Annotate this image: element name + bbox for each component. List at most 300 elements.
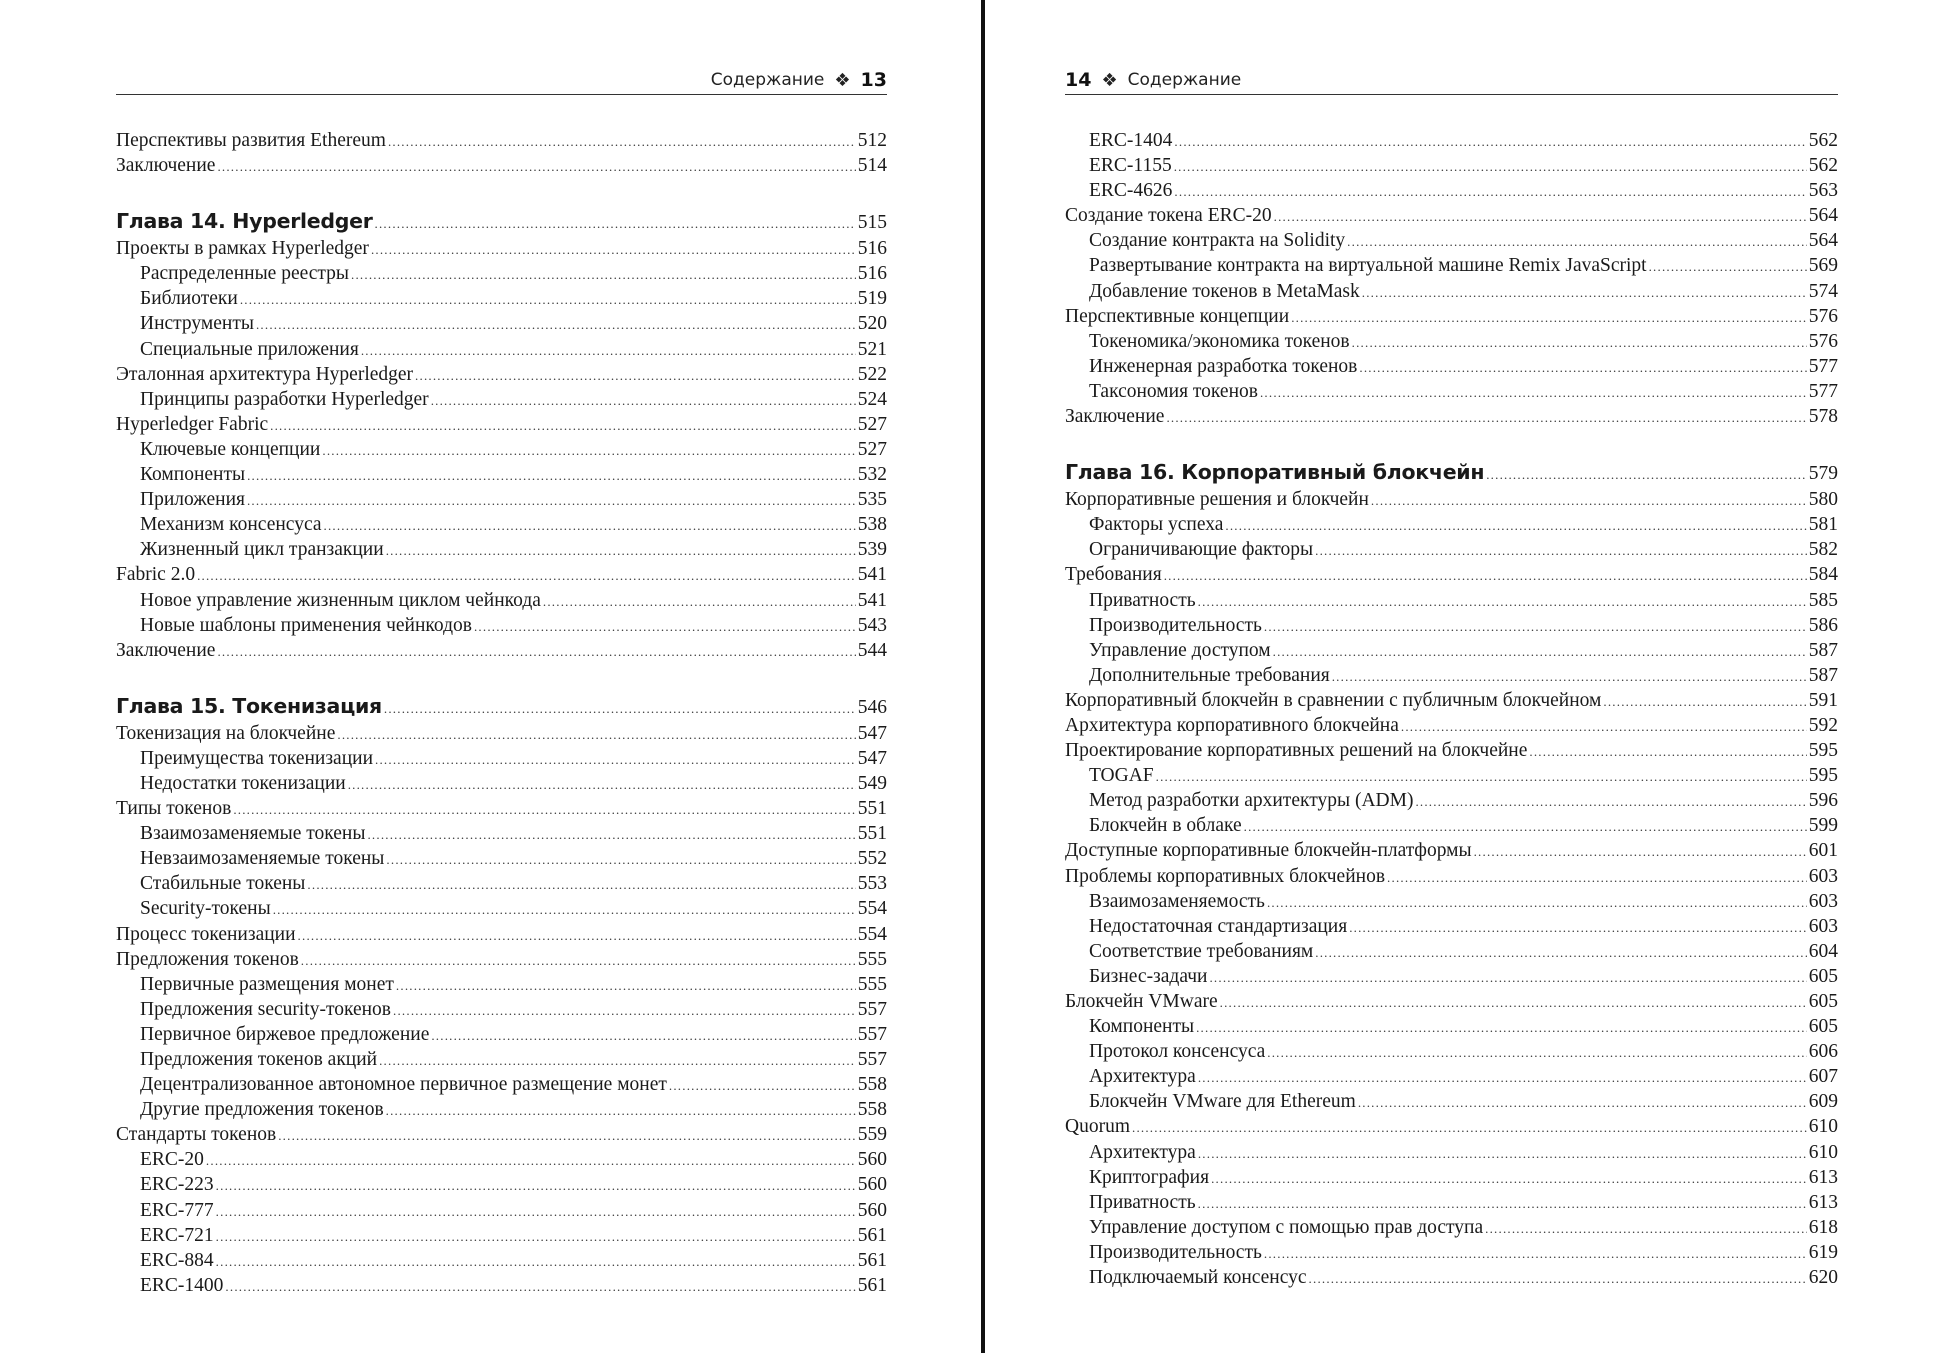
dot-leader: [375, 747, 856, 772]
toc-entry-title: Перспективы развития Ethereum: [116, 130, 386, 151]
dot-leader: [384, 694, 856, 724]
toc-section-entry: [116, 638, 887, 663]
toc-subsection-entry: [116, 746, 887, 771]
toc-entry-title: Децентрализованное автономное первичное размещение монет: [140, 1074, 667, 1096]
toc-entry-page: 549: [857, 772, 887, 794]
toc-entry-page: 553: [857, 873, 887, 895]
toc-entry-title: Жизненный цикл транзакции: [140, 539, 384, 561]
toc-entry-page: 524: [857, 388, 887, 410]
toc-entry-page: 551: [857, 823, 887, 845]
dot-leader: [1209, 965, 1806, 990]
toc-section-entry: [116, 922, 887, 947]
toc-entry-page: 577: [1808, 355, 1838, 377]
dot-leader: [1359, 355, 1806, 380]
toc-subsection-entry: [116, 613, 887, 638]
dot-leader: [1474, 839, 1807, 864]
dot-leader: [393, 998, 856, 1023]
toc-subsection-entry: [116, 462, 887, 487]
toc-entry-title: Архитектура: [1089, 1141, 1196, 1163]
toc-entry-title: ERC-20: [140, 1149, 204, 1171]
toc-entry-page: 527: [857, 438, 887, 460]
toc-entry-title: Специальные приложения: [140, 338, 359, 360]
toc-entry-page: 587: [1808, 639, 1838, 661]
dot-leader: [396, 973, 856, 998]
toc-entry-title: Механизм консенсуса: [140, 514, 322, 536]
toc-subsection-entry: [116, 1223, 887, 1248]
toc-entry-title: Предложения токенов акций: [140, 1049, 378, 1070]
dot-leader: [386, 538, 856, 563]
toc-subsection-entry: [1065, 638, 1838, 663]
toc-subsection-entry: [116, 1072, 887, 1097]
dot-leader: [348, 772, 856, 797]
toc-entry-title: Процесс токенизации: [116, 923, 296, 945]
toc-subsection-entry: [116, 997, 887, 1022]
toc-subsection-entry: [1065, 788, 1838, 813]
dot-leader: [278, 1123, 856, 1148]
toc-entry-title: Инженерная разработка токенов: [1089, 355, 1358, 377]
toc-entry-page: 620: [1808, 1267, 1838, 1289]
dot-leader: [474, 614, 856, 639]
page-header: [1065, 66, 1838, 95]
toc-entry-title: Компоненты: [140, 464, 246, 486]
toc-entry-page: 543: [857, 614, 887, 636]
toc-entry-page: 512: [857, 130, 887, 151]
toc-subsection-entry: [116, 311, 887, 336]
dot-leader: [1529, 739, 1806, 764]
dot-leader: [1371, 488, 1807, 513]
toc-entry-title: Корпоративный блокчейн в сравнении с публичным блокчейном: [1065, 689, 1602, 711]
toc-entry-page: 561: [857, 1249, 887, 1271]
toc-entry-title: Создание токена ERC-20: [1065, 205, 1272, 227]
toc-subsection-entry: [1065, 663, 1838, 688]
dot-leader: [270, 413, 856, 438]
toc-subsection-entry: [1065, 153, 1838, 178]
toc-entry-page: 584: [1808, 564, 1838, 586]
toc-section-entry: [1065, 304, 1838, 329]
toc-subsection-entry: [1065, 1215, 1838, 1240]
dot-leader: [298, 923, 856, 948]
toc-subsection-entry: [116, 512, 887, 537]
toc-entry-page: 516: [857, 263, 887, 285]
toc-entry-title: ERC-1155: [1089, 155, 1172, 177]
toc-subsection-entry: [1065, 763, 1838, 788]
toc-entry-title: Глава 16. Корпоративный блокчейн: [1065, 460, 1485, 485]
toc-entry-title: Другие предложения токенов: [140, 1099, 384, 1121]
toc-entry-page: 576: [1808, 330, 1838, 352]
toc-subsection-entry: [1065, 1014, 1838, 1039]
toc-entry-page: 613: [1808, 1166, 1838, 1188]
dot-leader: [1164, 563, 1807, 588]
dot-leader: [217, 639, 855, 664]
toc-section-entry: [1065, 713, 1838, 738]
toc-entry-title: Новые шаблоны применения чейнкодов: [140, 614, 472, 636]
toc-section-entry: [1065, 738, 1838, 763]
toc-subsection-entry: [116, 387, 887, 412]
toc-entry-page: 515: [857, 212, 887, 234]
toc-entry-title: Инструменты: [140, 313, 254, 335]
dot-leader: [1156, 764, 1807, 789]
toc-subsection-entry: [1065, 1165, 1838, 1190]
toc-entry-page: 554: [857, 898, 887, 920]
dot-leader: [375, 209, 856, 239]
dot-leader: [217, 154, 855, 179]
toc-entry-title: Метод разработки архитектуры (ADM): [1089, 790, 1414, 812]
toc-entry-page: 587: [1808, 664, 1838, 686]
toc-entry-page: 538: [857, 514, 887, 536]
toc-entry-page: 603: [1808, 915, 1838, 937]
toc-subsection-entry: [1065, 914, 1838, 939]
toc-subsection-entry: [116, 537, 887, 562]
dot-leader: [216, 1173, 856, 1198]
toc-subsection-entry: [116, 1248, 887, 1273]
dot-leader: [1174, 129, 1806, 154]
toc-entry-title: Проекты в рамках Hyperledger: [116, 238, 369, 260]
dot-leader: [371, 237, 856, 262]
dot-leader: [225, 1274, 855, 1299]
dot-leader: [367, 822, 855, 847]
toc-subsection-entry: [1065, 279, 1838, 304]
dot-leader: [247, 463, 856, 488]
dot-leader: [240, 287, 856, 312]
toc-entry-page: 547: [857, 747, 887, 769]
toc-section-entry: [116, 796, 887, 821]
toc-entry-page: 561: [857, 1224, 887, 1246]
toc-entry-title: Заключение: [116, 155, 216, 177]
toc-entry-page: 561: [857, 1274, 887, 1296]
toc-subsection-entry: [116, 821, 887, 846]
toc-subsection-entry: [1065, 1039, 1838, 1064]
toc-section-entry: [116, 562, 887, 587]
toc-entry-page: 521: [857, 338, 887, 360]
dot-leader: [206, 1148, 856, 1173]
toc-entry-page: 609: [1808, 1091, 1838, 1113]
toc-entry-page: 606: [1808, 1041, 1838, 1063]
dot-leader: [1362, 280, 1807, 305]
toc-section-entry: [1065, 838, 1838, 863]
dot-leader: [1358, 1090, 1807, 1115]
toc-entry-page: 574: [1808, 280, 1838, 302]
dot-leader: [322, 438, 855, 463]
toc-entry-title: Блокчейн в облаке: [1089, 815, 1242, 837]
dot-leader: [1486, 460, 1807, 490]
toc-entry-page: 562: [1808, 130, 1838, 151]
toc-entry-title: Security-токены: [140, 898, 271, 920]
dot-leader: [1309, 1266, 1807, 1291]
toc-entry-page: 555: [857, 973, 887, 995]
toc-entry-page: 595: [1808, 740, 1838, 762]
toc-section-entry: [116, 412, 887, 437]
dot-leader: [1603, 689, 1806, 714]
toc-subsection-entry: [1065, 1240, 1838, 1265]
dot-leader: [1132, 1115, 1807, 1140]
toc-entry-page: 604: [1808, 940, 1838, 962]
dot-leader: [351, 262, 856, 287]
dot-leader: [216, 1224, 856, 1249]
dot-leader: [1198, 1141, 1807, 1166]
toc-entry-page: 613: [1808, 1191, 1838, 1213]
header-title: Содержание: [710, 70, 825, 90]
toc-entry-page: 558: [857, 1099, 887, 1121]
toc-entry-page: 557: [857, 998, 887, 1020]
toc-entry-page: 560: [857, 1199, 887, 1221]
toc-section-entry: [116, 153, 887, 178]
toc-entry-page: 532: [857, 464, 887, 486]
toc-entry-title: Fabric 2.0: [116, 564, 196, 586]
toc-entry-title: Криптография: [1089, 1166, 1210, 1188]
dot-leader: [669, 1073, 856, 1098]
dot-leader: [1166, 405, 1806, 430]
dot-leader: [1198, 1065, 1807, 1090]
dot-leader: [1315, 940, 1807, 965]
toc-entry-title: Дополнительные требования: [1089, 664, 1330, 686]
dot-leader: [1198, 1191, 1807, 1216]
toc-subsection-entry: [116, 1022, 887, 1047]
dot-leader: [1291, 305, 1807, 330]
dot-leader: [197, 563, 856, 588]
toc-entry-page: 610: [1808, 1141, 1838, 1163]
dot-leader: [1260, 380, 1807, 405]
toc-entry-page: 541: [857, 564, 887, 586]
toc-entry-title: Недостаточная стандартизация: [1089, 915, 1348, 937]
toc-subsection-entry: [1065, 1190, 1838, 1215]
toc-section-entry: [1065, 688, 1838, 713]
toc-subsection-entry: [116, 1047, 887, 1072]
toc-entry-title: Стандарты токенов: [116, 1124, 277, 1146]
toc-entry-page: 520: [857, 313, 887, 335]
toc-entry-page: 541: [857, 589, 887, 611]
toc-entry-title: Архитектура: [1089, 1066, 1196, 1088]
toc-entry-page: 610: [1808, 1116, 1838, 1138]
toc-entry-page: 560: [857, 1149, 887, 1171]
toc-entry-page: 514: [857, 155, 887, 177]
toc-subsection-entry: [1065, 889, 1838, 914]
toc-entry-page: 578: [1808, 406, 1838, 428]
toc-subsection-entry: [1065, 128, 1838, 153]
dot-leader: [1274, 204, 1807, 229]
toc-subsection-entry: [116, 896, 887, 921]
dot-leader: [388, 129, 856, 154]
dot-leader: [431, 388, 856, 413]
dot-leader: [1485, 1216, 1807, 1241]
toc-entry-page: 591: [1808, 689, 1838, 711]
toc-entry-title: ERC-777: [140, 1199, 214, 1221]
toc-entry-page: 607: [1808, 1066, 1838, 1088]
toc-entry-title: Ключевые концепции: [140, 438, 321, 460]
toc-entry-title: Управление доступом: [1089, 639, 1271, 661]
toc-entry-title: Quorum: [1065, 1116, 1130, 1138]
toc-subsection-entry: [116, 1097, 887, 1122]
toc-entry-page: 544: [857, 639, 887, 661]
dot-leader: [361, 338, 856, 363]
toc-subsection-entry: [1065, 939, 1838, 964]
dot-leader: [1264, 614, 1807, 639]
toc-entry-title: Взаимозаменяемые токены: [140, 823, 366, 845]
toc-subsection-entry: [1065, 613, 1838, 638]
toc-subsection-entry: [1065, 329, 1838, 354]
dot-leader: [1174, 179, 1806, 204]
toc-subsection-entry: [116, 771, 887, 796]
dot-leader: [431, 1023, 855, 1048]
toc-entry-title: Токенизация на блокчейне: [116, 722, 336, 744]
toc-section-entry: [1065, 989, 1838, 1014]
toc-subsection-entry: [1065, 964, 1838, 989]
toc-subsection-entry: [1065, 1140, 1838, 1165]
toc-entry-title: Глава 15. Токенизация: [116, 693, 382, 718]
toc-entry-title: Стабильные токены: [140, 873, 306, 895]
toc-entry-title: Таксономия токенов: [1089, 380, 1258, 402]
toc-entry-page: 577: [1808, 380, 1838, 402]
toc-entry-title: Добавление токенов в MetaMask: [1089, 280, 1360, 302]
toc-entry-title: Развертывание контракта на виртуальной машине Remix JavaScript: [1089, 255, 1647, 277]
toc-subsection-entry: [1065, 1265, 1838, 1290]
dot-leader: [1352, 330, 1807, 355]
toc-entry-page: 535: [857, 489, 887, 511]
toc-entry-title: ERC-721: [140, 1224, 214, 1246]
toc-entry-title: Токеномика/экономика токенов: [1089, 330, 1350, 352]
toc-subsection-entry: [116, 846, 887, 871]
toc-entry-page: 576: [1808, 305, 1838, 327]
dot-leader: [1332, 664, 1807, 689]
toc-entry-title: Блокчейн VMware: [1065, 991, 1218, 1012]
toc-entry-title: Приложения: [140, 489, 245, 511]
toc-section-entry: [1065, 203, 1838, 228]
toc-entry-title: Преимущества токенизации: [140, 747, 374, 769]
toc-entry-page: 618: [1808, 1216, 1838, 1238]
toc-subsection-entry: [116, 487, 887, 512]
toc-entry-page: 592: [1808, 714, 1838, 736]
toc-subsection-entry: [116, 871, 887, 896]
toc-entry-title: Корпоративные решения и блокчейн: [1065, 489, 1369, 511]
toc-entry-page: 586: [1808, 614, 1838, 636]
dot-leader: [386, 847, 855, 872]
dot-leader: [324, 513, 856, 538]
toc-chapter-heading: [116, 691, 887, 721]
toc-entry-page: 603: [1808, 865, 1838, 887]
toc-entry-title: Распределенные реестры: [140, 263, 350, 285]
page-header: [116, 66, 887, 95]
dot-leader: [1347, 229, 1807, 254]
toc-subsection-entry: [1065, 379, 1838, 404]
toc-entry-title: Библиотеки: [140, 288, 238, 310]
book-spine-divider: [981, 0, 985, 1353]
dot-leader: [1174, 154, 1807, 179]
toc-entry-title: Производительность: [1089, 1241, 1262, 1263]
toc-entry-page: 560: [857, 1174, 887, 1196]
toc-section-entry: [1065, 562, 1838, 587]
ornament-icon: ❖: [834, 69, 851, 91]
dot-leader: [379, 1048, 856, 1073]
toc-entry-title: ERC-884: [140, 1249, 214, 1271]
toc-entry-page: 599: [1808, 815, 1838, 837]
toc-subsection-entry: [1065, 537, 1838, 562]
dot-leader: [273, 897, 856, 922]
dot-leader: [256, 312, 856, 337]
toc-section-entry: [116, 1122, 887, 1147]
toc-entry-page: 595: [1808, 765, 1838, 787]
toc-entry-title: Приватность: [1089, 1191, 1196, 1213]
dot-leader: [1273, 639, 1807, 664]
toc-entry-page: 559: [857, 1124, 887, 1146]
toc-entry-page: 580: [1808, 489, 1838, 511]
toc-entry-title: Взаимозаменяемость: [1089, 890, 1265, 912]
toc-entry-page: 527: [857, 413, 887, 435]
toc-entry-title: ERC-4626: [1089, 180, 1173, 202]
toc-entry-page: 519: [857, 288, 887, 310]
toc-entry-page: 552: [857, 848, 887, 870]
dot-leader: [1196, 1015, 1807, 1040]
toc-entry-title: Типы токенов: [116, 798, 232, 820]
toc-entry-title: Протокол консенсуса: [1089, 1041, 1266, 1063]
toc-section-entry: [1065, 487, 1838, 512]
ornament-icon: ❖: [1101, 69, 1118, 91]
toc-entry-title: Глава 14. Hyperledger: [116, 209, 373, 234]
toc-entry-title: Блокчейн VMware для Ethereum: [1089, 1091, 1356, 1113]
toc-entry-title: Первичное биржевое предложение: [140, 1023, 430, 1045]
dot-leader: [1225, 513, 1806, 538]
toc-entry-title: TOGAF: [1089, 765, 1154, 787]
toc-entry-title: Компоненты: [1089, 1016, 1195, 1038]
toc-entry-page: 582: [1808, 539, 1838, 561]
toc-entry-title: Доступные корпоративные блокчейн-платформы: [1065, 840, 1472, 862]
toc-entry-title: Ограничивающие факторы: [1089, 539, 1314, 561]
toc-entry-title: Проблемы корпоративных блокчейнов: [1065, 865, 1386, 887]
dot-leader: [1415, 789, 1806, 814]
toc-entry-title: Принципы разработки Hyperledger: [140, 388, 429, 410]
toc-entry-title: Требования: [1065, 564, 1162, 586]
toc-entry-title: Проектирование корпоративных решений на блокчейне: [1065, 740, 1528, 762]
toc-entry-page: 546: [857, 696, 887, 718]
toc-subsection-entry: [1065, 253, 1838, 278]
toc-entry-page: 563: [1808, 180, 1838, 202]
toc-entry-title: Подключаемый консенсус: [1089, 1267, 1307, 1289]
toc-entry-title: ERC-1404: [1089, 130, 1173, 151]
toc-entry-title: Предложения токенов: [116, 948, 299, 970]
dot-leader: [1649, 254, 1807, 279]
toc-subsection-entry: [116, 1273, 887, 1298]
dot-leader: [337, 722, 855, 747]
toc-subsection-entry: [116, 337, 887, 362]
toc-entry-title: Новое управление жизненным циклом чейнкода: [140, 589, 541, 611]
toc-entry-page: 557: [857, 1023, 887, 1045]
toc-entry-page: 579: [1808, 463, 1838, 485]
table-of-contents: [1065, 128, 1838, 1290]
toc-entry-page: 585: [1808, 589, 1838, 611]
toc-entry-title: Первичные размещения монет: [140, 973, 394, 995]
toc-subsection-entry: [1065, 178, 1838, 203]
dot-leader: [1387, 865, 1807, 890]
table-of-contents: [116, 128, 887, 1298]
toc-entry-title: Факторы успеха: [1089, 514, 1224, 536]
toc-section-entry: [1065, 1114, 1838, 1139]
toc-subsection-entry: [116, 437, 887, 462]
toc-entry-title: Эталонная архитектура Hyperledger: [116, 363, 414, 385]
toc-entry-page: 564: [1808, 230, 1838, 252]
page-number: 14: [1065, 69, 1092, 91]
dot-leader: [1244, 814, 1807, 839]
dot-leader: [1267, 890, 1807, 915]
toc-entry-title: ERC-1400: [140, 1274, 224, 1296]
toc-subsection-entry: [116, 972, 887, 997]
dot-leader: [301, 948, 856, 973]
toc-entry-page: 605: [1808, 991, 1838, 1012]
toc-entry-page: 601: [1808, 840, 1838, 862]
toc-subsection-entry: [116, 588, 887, 613]
toc-entry-page: 539: [857, 539, 887, 561]
toc-entry-title: Недостатки токенизации: [140, 772, 346, 794]
toc-subsection-entry: [116, 1147, 887, 1172]
toc-entry-page: 605: [1808, 965, 1838, 987]
toc-chapter-heading: [1065, 457, 1838, 487]
